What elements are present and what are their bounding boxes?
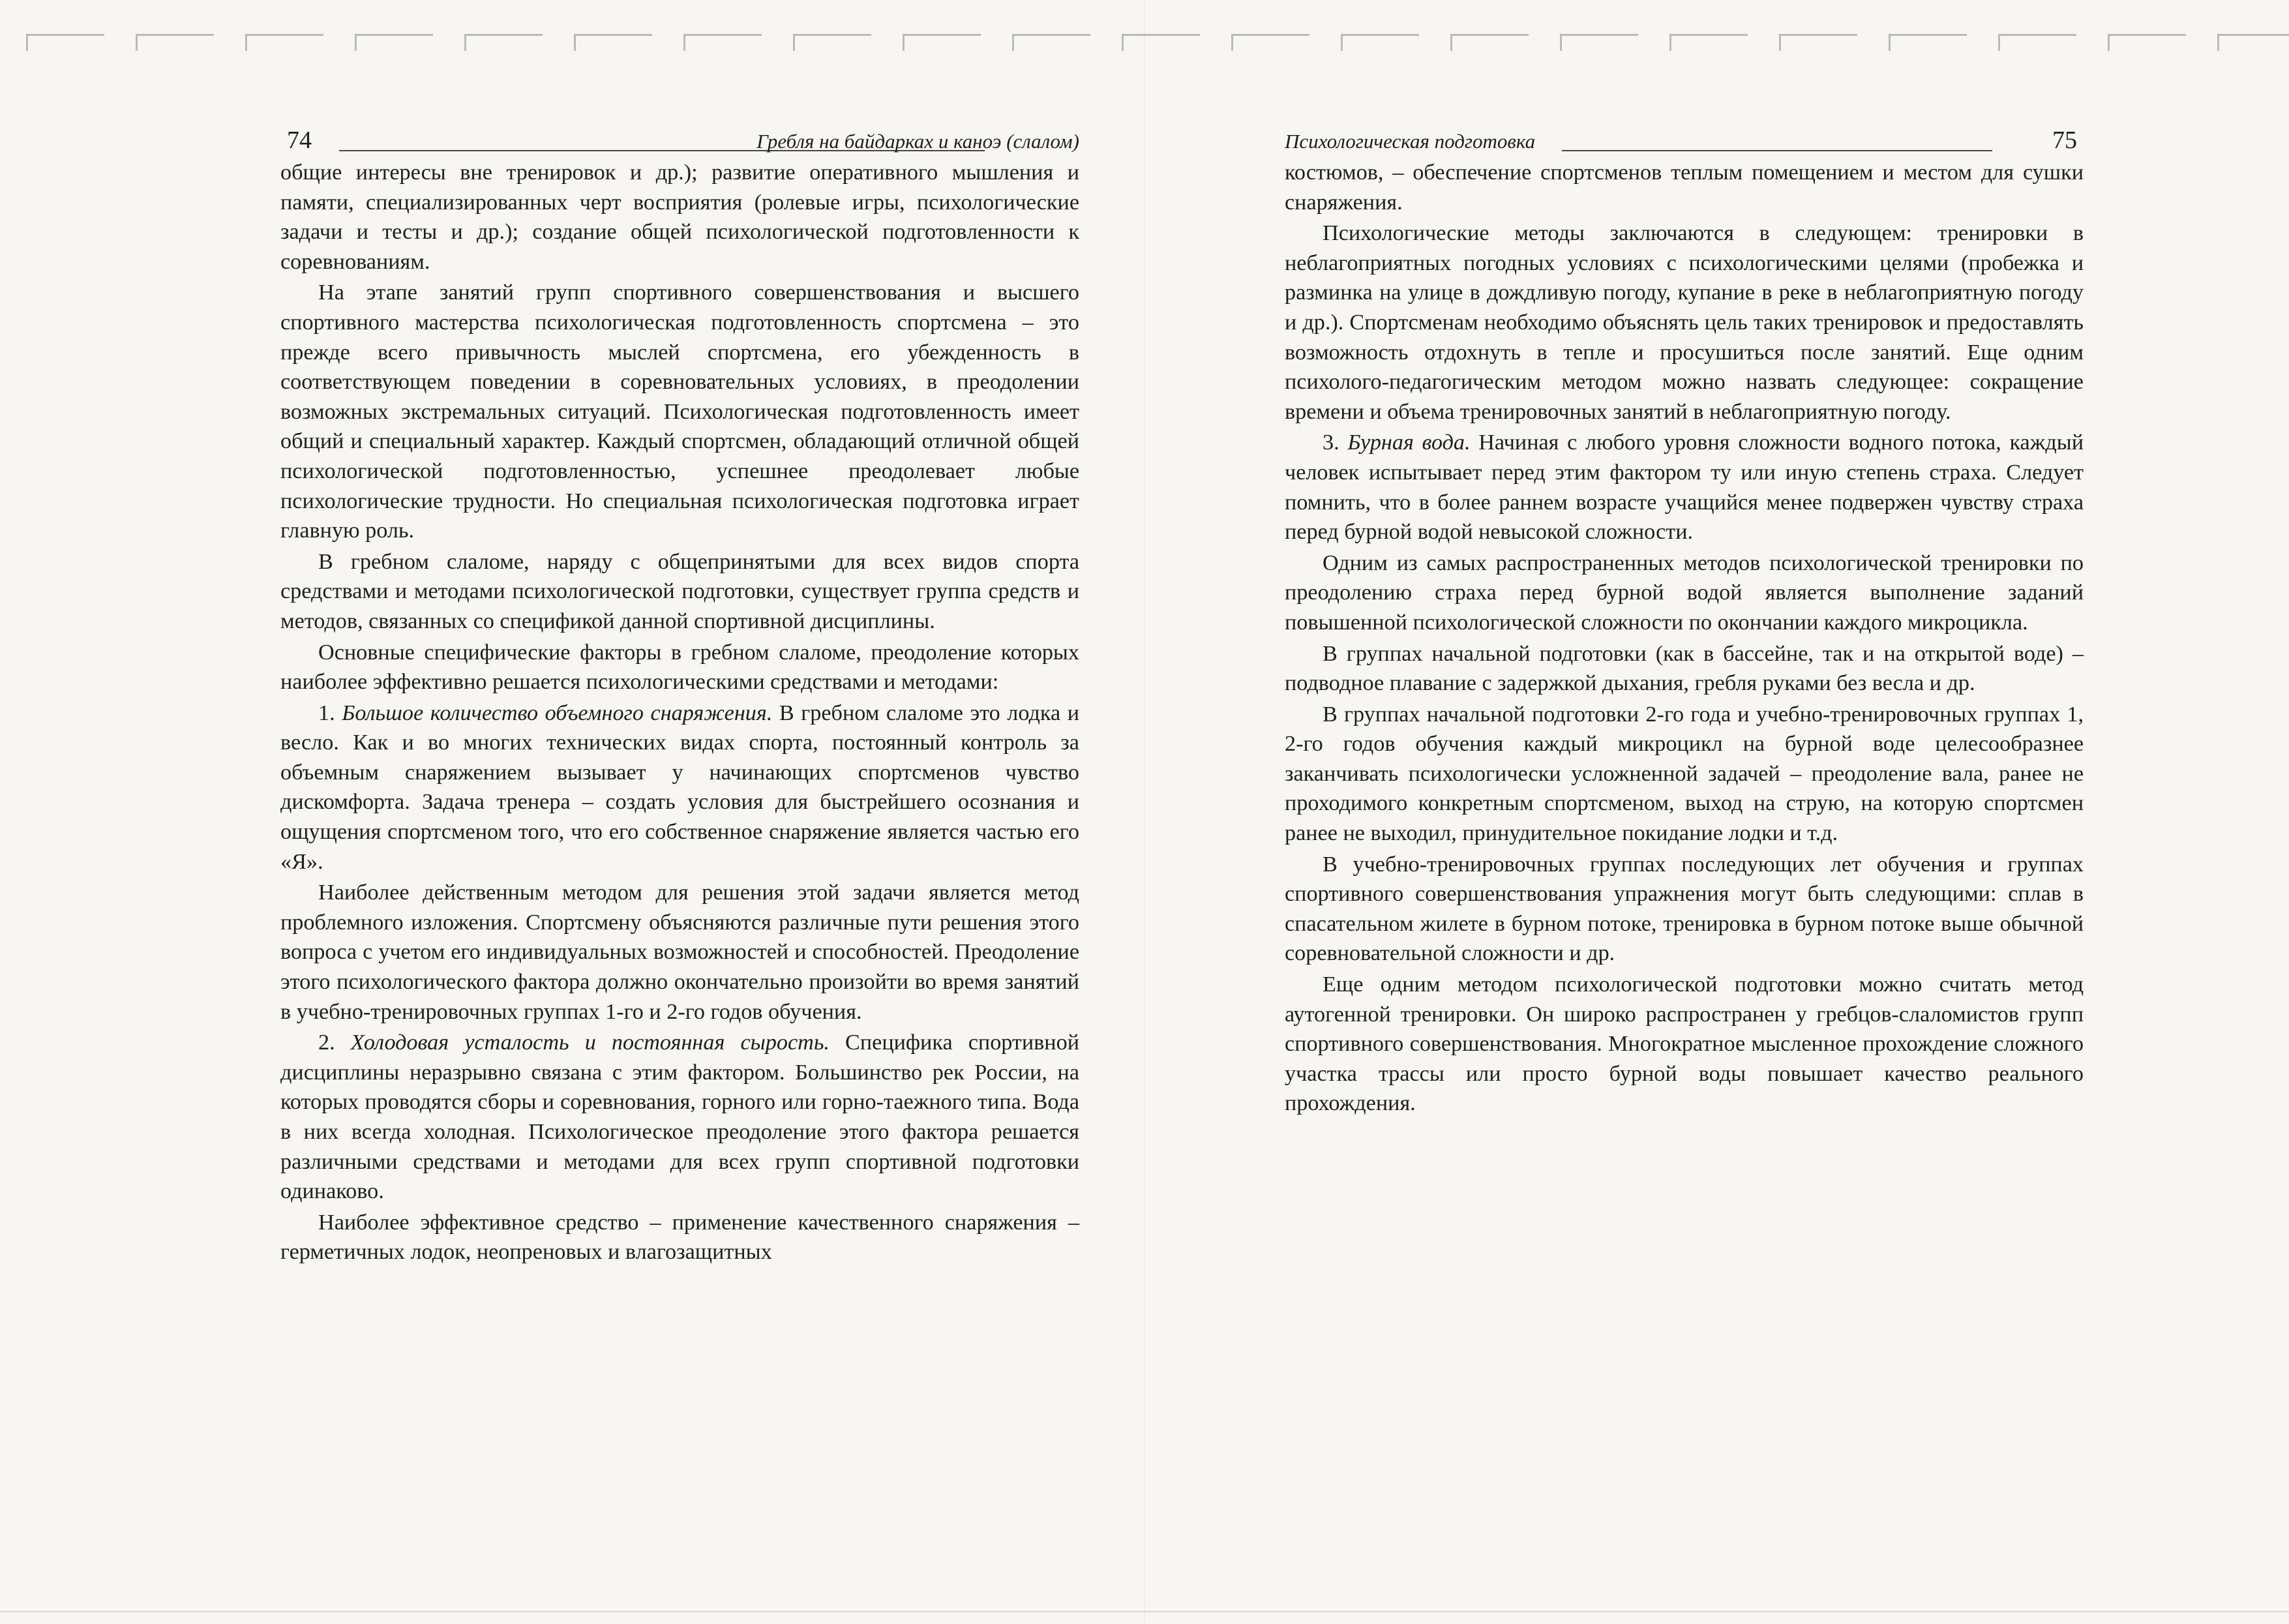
paragraph-text: Специфика спортивной дисциплины неразрывно связана с этим фактором. Большинство рек России, на которых проводятся сборы и соревнования, горного или горно-таежного типа. Вода в них всегда холодная. Психологическое преодоление этого фактора решается различными средствами и методами для всех групп спортивной подготовки одинаково. [280, 1030, 1079, 1204]
binding-mark [1662, 29, 1753, 52]
binding-mark [1881, 29, 1972, 52]
left-page-body [280, 158, 1079, 1267]
binding-mark [1552, 29, 1643, 52]
list-number: 1. [318, 700, 342, 725]
paragraph: Наиболее действенным методом для решения этой задачи является метод проблемного изложения. Спортсмену объясняются различные пути решения этого вопроса с учетом его индивидуальных возможностей и способностей. Преодоление этого психологического фактора должно окончательно произойти во время занятий в учебно-тренировочных группах 1-го и 2-го годов обучения. [280, 880, 1079, 1024]
left-page-number: 74 [287, 127, 312, 154]
left-page [280, 121, 1079, 1267]
paragraph: В группах начальной подготовки (как в бассейне, так и на открытой воде) – подводное плавание с задержкой дыхания, гребля руками без весла и др. [1285, 641, 2084, 696]
paragraph: общие интересы вне тренировок и др.); развитие оперативного мышления и памяти, специализированных черт восприятия (ролевые игры, психологические задачи и тесты и др.); создание общей психологической подготовленности к соревнованиям. [280, 160, 1079, 274]
binding-mark [2209, 29, 2289, 52]
paragraph: Еще одним методом психологической подготовки можно считать метод аутогенной тренировки. Он широко распространен у гребцов-слаломистов групп спортивного совершенствования. Многократное мысленное прохождение сложного участка трассы или просто бурной воды повышает качество реального прохождения. [1285, 972, 2084, 1116]
paragraph: В гребном слаломе, наряду с общепринятыми для всех видов спорта средствами и методами психологической подготовки, существует группа средств и методов, связанных со спецификой данной спортивной дисциплины. [280, 549, 1079, 633]
right-page-header [1285, 121, 2084, 160]
right-running-title: Психологическая подготовка [1285, 130, 1536, 153]
paragraph: Основные специфические факторы в гребном слаломе, преодоление которых наиболее эффективно решается психологическими средствами и методами: [280, 640, 1079, 695]
list-number: 3. [1323, 430, 1348, 455]
binding-mark [237, 29, 329, 52]
binding-mark [128, 29, 219, 52]
binding-mark [1114, 29, 1205, 52]
paragraph: В группах начальной подготовки 2-го года и учебно-тренировочных группах 1, 2-го годов обучения каждый микроцикл на бурной воде целесообразнее заканчивать психологически усложненной задачей – преодоление вала, ранее не проходимого конкретным спортсменом, выход на струю, на которую спортсмен ранее не выходил, принудительное покидание лодки и т.д. [1285, 702, 2084, 846]
paragraph: В учебно-тренировочных группах последующих лет обучения и группах спортивного совершенствования упражнения могут быть следующими: сплав в спасательном жилете в бурном потоке, тренировка в бурном потоке выше обычной соревновательной сложности и др. [1285, 852, 2084, 966]
right-page [1285, 121, 2084, 1119]
left-running-title: Гребля на байдарках и каноэ (слалом) [756, 130, 1079, 153]
binding-mark [1223, 29, 1315, 52]
list-number: 2. [318, 1030, 351, 1055]
binding-mark [1990, 29, 2082, 52]
paragraph: Психологические методы заключаются в следующем: тренировки в неблагоприятных погодных условиях с психологическими целями (пробежка и разминка на улице в дождливую погоду, купание в реке в неблагоприятную погоду и др.). Спортсменам необходимо объяснять цель таких тренировок и предоставлять возможность отдохнуть в тепле и просушиться после занятий. Еще одним психолого-педагогическим методом можно назвать следующее: сокращение времени и объема тренировочных занятий в неблагоприятную погоду. [1285, 221, 2084, 424]
binding-mark [347, 29, 438, 52]
binding-mark [895, 29, 986, 52]
binding-mark [676, 29, 767, 52]
header-rule [1562, 150, 1992, 151]
paragraph-factor-2 [280, 1028, 1079, 1207]
binding-mark [1771, 29, 1863, 52]
factor-heading: Холодовая усталость и постоянная сырость. [350, 1030, 830, 1055]
paragraph-factor-3 [1285, 428, 2084, 547]
right-page-number: 75 [2052, 127, 2077, 154]
paragraph-factor-1 [280, 699, 1079, 877]
paragraph: Наиболее эффективное средство – применение качественного снаряжения – герметичных лодок, неопреновых и влагозащитных [280, 1210, 1079, 1265]
binding-mark [2100, 29, 2191, 52]
binding-mark [785, 29, 876, 52]
binding-mark [1004, 29, 1096, 52]
binding-mark [1333, 29, 1424, 52]
page-bottom-edge [0, 1611, 2289, 1612]
paragraph: Одним из самых распространенных методов психологической тренировки по преодолению страха перед бурной водой является выполнение заданий повышенной психологической сложности по окончании каждого микроцикла. [1285, 550, 2084, 635]
book-spine [1144, 0, 1145, 1624]
binding-mark [456, 29, 548, 52]
binding-mark [566, 29, 657, 52]
paragraph-text: В гребном слаломе это лодка и весло. Как и во многих технических видах спорта, постоянный контроль за объемным снаряжением вызывает у начинающих спортсменов чувство дискомфорта. Задача тренера – создать условия для быстрейшего осознания и ощущения спортсменом того, что его собственное снаряжение является частью его «Я». [280, 700, 1080, 874]
right-page-body [1285, 158, 2084, 1119]
paragraph: На этапе занятий групп спортивного совершенствования и высшего спортивного мастерства психологическая подготовленность спортсмена – это прежде всего привычность мыслей спортсмена, его убежденность в соответствующем поведении в соревновательных условиях, в преодолении возможных экстремальных ситуаций. Психологическая подготовленность имеет общий и специальный характер. Каждый спортсмен, обладающий отличной общей психологической подготовленностью, успешнее преодолевает любые психологические трудности. Но специальная психологическая подготовка играет главную роль. [280, 280, 1079, 543]
paragraph-text: Начиная с любого уровня сложности водного потока, каждый человек испытывает перед этим фактором ту или иную степень страха. Следует помнить, что в более раннем возрасте учащийся менее подвержен чувству страха перед бурной водой невысокой сложности. [1285, 430, 2084, 545]
binding-mark [1443, 29, 1534, 52]
binding-mark [18, 29, 110, 52]
factor-heading: Бурная вода. [1347, 430, 1471, 455]
paragraph: костюмов, – обеспечение спортсменов теплым помещением и местом для сушки снаряжения. [1285, 160, 2084, 215]
left-page-header [280, 121, 1079, 160]
factor-heading: Большое количество объемного снаряжения. [342, 700, 773, 725]
